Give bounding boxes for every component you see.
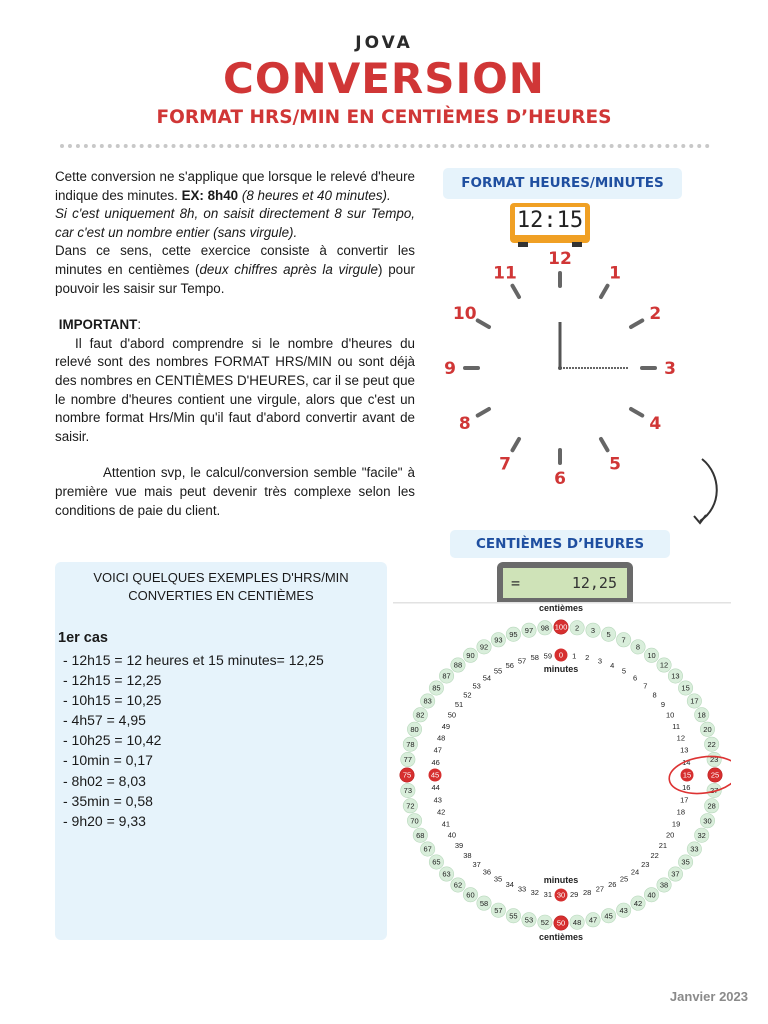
minute-value: 27 xyxy=(595,884,605,894)
cent-value: 42 xyxy=(633,898,643,908)
minute-value: 49 xyxy=(441,721,451,731)
cent-value: 85 xyxy=(432,683,441,693)
cent-value: 43 xyxy=(619,905,628,915)
dial-label-centiemes-bottom: centièmes xyxy=(538,932,584,942)
digital-clock-icon xyxy=(510,203,590,243)
minute-value: 40 xyxy=(447,830,457,840)
cent-value: 38 xyxy=(659,880,669,890)
list-item: - 12h15 = 12 heures et 15 minutes= 12,25 xyxy=(63,652,324,668)
cent-value: 58 xyxy=(479,898,489,908)
brand-logo xyxy=(0,33,768,53)
curved-arrow-icon xyxy=(688,455,728,530)
cent-value: 92 xyxy=(479,642,489,652)
cent-value: 82 xyxy=(416,710,425,720)
dial-label-minutes-bottom: minutes xyxy=(543,875,579,885)
dial-label-minutes-top: minutes xyxy=(543,664,579,674)
cent-value: 83 xyxy=(423,696,432,706)
minute-value: 13 xyxy=(680,745,689,755)
attention-text: Attention svp, le calcul/conversion semble "facile" à première vue mais peut devenir très complexe selon les conditions de paie du client. xyxy=(55,465,415,518)
clock-number: 10 xyxy=(452,304,477,324)
cent-value: 90 xyxy=(466,650,475,660)
minute-value: 55 xyxy=(493,666,503,676)
list-item: - 9h20 = 9,33 xyxy=(63,812,146,829)
calculator-display xyxy=(503,568,627,598)
minute-value: 19 xyxy=(671,819,681,829)
list-item: - 10min = 0,17 xyxy=(63,752,153,769)
cent-value: 20 xyxy=(703,724,712,734)
intro-p3b: ) pour pouvoir les saisir sur Tempo. xyxy=(55,261,415,296)
cent-value: 97 xyxy=(524,625,534,635)
minute-value: 48 xyxy=(436,733,446,743)
minute-value: 31 xyxy=(543,889,553,899)
minute-value: 1 xyxy=(572,651,577,661)
intro-paragraph-2 xyxy=(55,205,415,242)
minute-value: 58 xyxy=(530,653,539,663)
cent-value: 78 xyxy=(406,739,415,749)
minute-value: 23 xyxy=(641,859,650,869)
calculator-value: 12,25 xyxy=(571,574,617,592)
cent-value: 70 xyxy=(410,816,419,826)
cent-value: 63 xyxy=(442,869,451,879)
format-hours-badge: FORMAT HEURES/MINUTES xyxy=(443,168,682,199)
minute-value: 50 xyxy=(447,710,457,720)
cent-value: 55 xyxy=(509,911,518,921)
important-label: IMPORTANT xyxy=(58,317,138,333)
minute-value: 21 xyxy=(658,841,668,851)
cent-value: 48 xyxy=(572,917,582,927)
clock-tick xyxy=(513,439,520,450)
minute-value: 8 xyxy=(652,690,657,700)
minute-value: 57 xyxy=(517,656,527,666)
cent-value: 28 xyxy=(707,801,716,811)
logo-text: JOVA xyxy=(355,33,413,53)
list-item: - 12h15 = 12,25 xyxy=(63,672,162,689)
clock-tick xyxy=(478,409,489,416)
minute-value: 44 xyxy=(431,783,440,793)
analog-clock xyxy=(430,245,690,485)
example-label: EX: 8h40 xyxy=(181,187,239,203)
cent-value: 65 xyxy=(432,857,441,867)
minute-value: 24 xyxy=(630,867,640,877)
intro-text xyxy=(55,168,415,520)
cent-value: 8 xyxy=(635,642,641,652)
minute-value: 16 xyxy=(682,783,691,793)
minute-value: 39 xyxy=(454,841,464,851)
examples-heading xyxy=(55,569,387,605)
clock-number: 12 xyxy=(548,249,572,269)
minute-value: 56 xyxy=(505,660,514,670)
cent-value: 18 xyxy=(697,710,706,720)
minute-value: 46 xyxy=(431,758,440,768)
cent-value: 80 xyxy=(410,724,419,734)
footer-date: Janvier 2023 xyxy=(669,989,748,1004)
list-item: - 35min = 0,58 xyxy=(63,792,153,809)
clock-tick xyxy=(631,409,642,416)
calculator-icon xyxy=(497,562,633,604)
list-item: - 8h02 = 8,03 xyxy=(63,772,146,789)
clock-number: 7 xyxy=(499,454,511,475)
clock-number: 4 xyxy=(649,414,662,434)
minute-value: 9 xyxy=(660,700,666,710)
list-item: - 4h57 = 4,95 xyxy=(63,712,146,729)
cent-value: 13 xyxy=(671,671,680,681)
minute-value: 2 xyxy=(585,653,590,663)
intro-p3a: Dans ce sens, cette exercice consiste à convertir les minutes en centièmes ( xyxy=(55,243,415,277)
cent-value: 2 xyxy=(575,623,580,633)
examples-box xyxy=(55,562,387,940)
minute-value: 22 xyxy=(650,850,659,860)
cent-value: 68 xyxy=(416,830,425,840)
cent-value: 7 xyxy=(621,635,626,645)
clock-number: 2 xyxy=(649,304,662,324)
cent-value: 22 xyxy=(707,739,716,749)
cent-value: 33 xyxy=(690,844,699,854)
example-note: (8 heures et 40 minutes). xyxy=(241,187,391,203)
minute-value: 42 xyxy=(436,807,446,817)
cent-value: 32 xyxy=(697,830,706,840)
minute-value: 12 xyxy=(676,733,686,743)
minute-value: 36 xyxy=(482,867,492,877)
clock-center xyxy=(558,366,562,370)
minute-value: 34 xyxy=(505,880,514,890)
digital-clock-display: 12:15 xyxy=(516,208,584,233)
minute-value: 29 xyxy=(569,889,579,899)
cent-value: 73 xyxy=(403,786,413,796)
cent-value: 30 xyxy=(703,816,712,826)
minute-value: 53 xyxy=(472,681,481,691)
cent-value: 53 xyxy=(524,915,534,925)
cent-value: 93 xyxy=(494,635,503,645)
clock-tick xyxy=(513,286,520,297)
important-heading: IMPORTANT: xyxy=(58,317,142,333)
cent-value: 23 xyxy=(709,755,719,765)
cent-value: 27 xyxy=(709,786,719,796)
cent-value: 75 xyxy=(402,770,412,780)
intro-paragraph-1 xyxy=(55,168,415,205)
cent-value: 17 xyxy=(690,696,699,706)
cent-value: 87 xyxy=(442,671,451,681)
cent-value: 15 xyxy=(681,683,690,693)
cent-value: 100 xyxy=(554,622,568,632)
minute-value: 33 xyxy=(517,884,527,894)
cent-value: 35 xyxy=(681,857,690,867)
cent-value: 57 xyxy=(494,905,503,915)
clock-number: 6 xyxy=(554,469,566,485)
clock-number: 1 xyxy=(609,263,621,284)
clock-tick xyxy=(478,321,489,328)
cent-value: 67 xyxy=(423,844,432,854)
minute-value: 30 xyxy=(556,890,566,900)
minute-value: 41 xyxy=(441,819,451,829)
centiemes-badge: CENTIÈMES D’HEURES xyxy=(450,530,670,558)
cent-value: 77 xyxy=(403,755,413,765)
dotted-divider xyxy=(60,144,710,148)
cent-value: 62 xyxy=(453,880,463,890)
minute-value: 3 xyxy=(597,656,603,666)
minute-value: 59 xyxy=(543,651,553,661)
minute-value: 51 xyxy=(454,700,464,710)
minute-value: 0 xyxy=(558,650,564,660)
minute-value: 7 xyxy=(643,681,648,691)
calculator-equals: = xyxy=(511,574,521,592)
intro-p1: Cette conversion ne s'applique que lorsque le relevé d'heure indique des minutes. xyxy=(55,169,415,203)
case-label: 1er cas xyxy=(58,630,108,646)
minute-value: 37 xyxy=(472,859,481,869)
clock-tick xyxy=(601,439,608,450)
cent-value: 50 xyxy=(556,918,566,928)
cent-value: 72 xyxy=(406,801,415,811)
cent-value: 5 xyxy=(606,629,611,639)
minute-value: 32 xyxy=(530,887,539,897)
clock-number: 9 xyxy=(444,359,456,379)
examples-heading-line1: VOICI QUELQUES EXEMPLES D'HRS/MIN xyxy=(93,570,349,585)
minute-value: 52 xyxy=(463,690,472,700)
minute-value: 17 xyxy=(680,795,689,805)
cent-value: 47 xyxy=(588,915,598,925)
cent-value: 25 xyxy=(710,770,720,780)
cent-value: 95 xyxy=(509,629,518,639)
cent-value: 45 xyxy=(604,911,613,921)
minute-value: 10 xyxy=(665,710,675,720)
cent-value: 88 xyxy=(453,660,463,670)
minute-value: 43 xyxy=(433,795,442,805)
clock-number: 8 xyxy=(458,414,471,434)
cent-value: 98 xyxy=(540,623,550,633)
conversion-dial xyxy=(393,602,731,944)
cent-value: 60 xyxy=(466,890,475,900)
minute-value: 54 xyxy=(482,673,492,683)
page-subtitle: FORMAT HRS/MIN EN CENTIÈMES D’HEURES xyxy=(156,107,612,128)
minute-value: 14 xyxy=(682,758,691,768)
minute-value: 11 xyxy=(672,721,681,731)
minute-value: 45 xyxy=(430,770,440,780)
minute-value: 35 xyxy=(493,874,503,884)
minute-value: 5 xyxy=(621,666,627,676)
cent-value: 40 xyxy=(647,890,656,900)
clock-number: 5 xyxy=(609,454,621,475)
cent-value: 10 xyxy=(647,650,656,660)
cent-value: 37 xyxy=(671,869,680,879)
list-item: - 10h15 = 10,25 xyxy=(63,692,162,709)
cent-value: 52 xyxy=(540,917,550,927)
minute-value: 4 xyxy=(610,660,615,670)
examples-list xyxy=(63,650,324,831)
minute-value: 18 xyxy=(676,807,686,817)
page-title: CONVERSION xyxy=(223,54,545,103)
minute-value: 26 xyxy=(608,880,617,890)
list-item: - 10h25 = 10,42 xyxy=(63,732,162,749)
examples-heading-line2: CONVERTIES EN CENTIÈMES xyxy=(128,588,314,603)
dial-label-centiemes-top: centièmes xyxy=(538,603,584,613)
cent-value: 12 xyxy=(659,660,669,670)
intro-p3-emphasis: deux chiffres après la virgule xyxy=(199,261,378,277)
cent-value: 3 xyxy=(590,625,596,635)
intro-paragraph-3 xyxy=(55,242,415,298)
clock-number: 11 xyxy=(493,263,517,284)
minute-value: 6 xyxy=(632,673,638,683)
intro-p2: Si c'est uniquement 8h, on saisit directement 8 sur Tempo, car c'est un nombre entier (sans virgule). xyxy=(55,206,415,240)
clock-tick xyxy=(601,286,608,297)
minute-value: 15 xyxy=(682,770,692,780)
important-text: Il faut d'abord comprendre si le nombre d'heures du relevé sont des nombres FORMAT HRS/MIN ou sont déjà des nombres en CENTIÈMES D'HEURES, car il se peut que le nombre d'heures contient une virgule, alors que c'est un nombre format Hrs/Min qu'il faut d'abord convertir avant de saisir. xyxy=(55,335,415,444)
clock-tick xyxy=(631,321,642,328)
minute-value: 20 xyxy=(665,830,675,840)
clock-number: 3 xyxy=(664,359,676,379)
minute-value: 28 xyxy=(583,887,592,897)
minute-value: 25 xyxy=(619,874,629,884)
minute-value: 47 xyxy=(433,745,442,755)
minute-value: 38 xyxy=(463,850,472,860)
